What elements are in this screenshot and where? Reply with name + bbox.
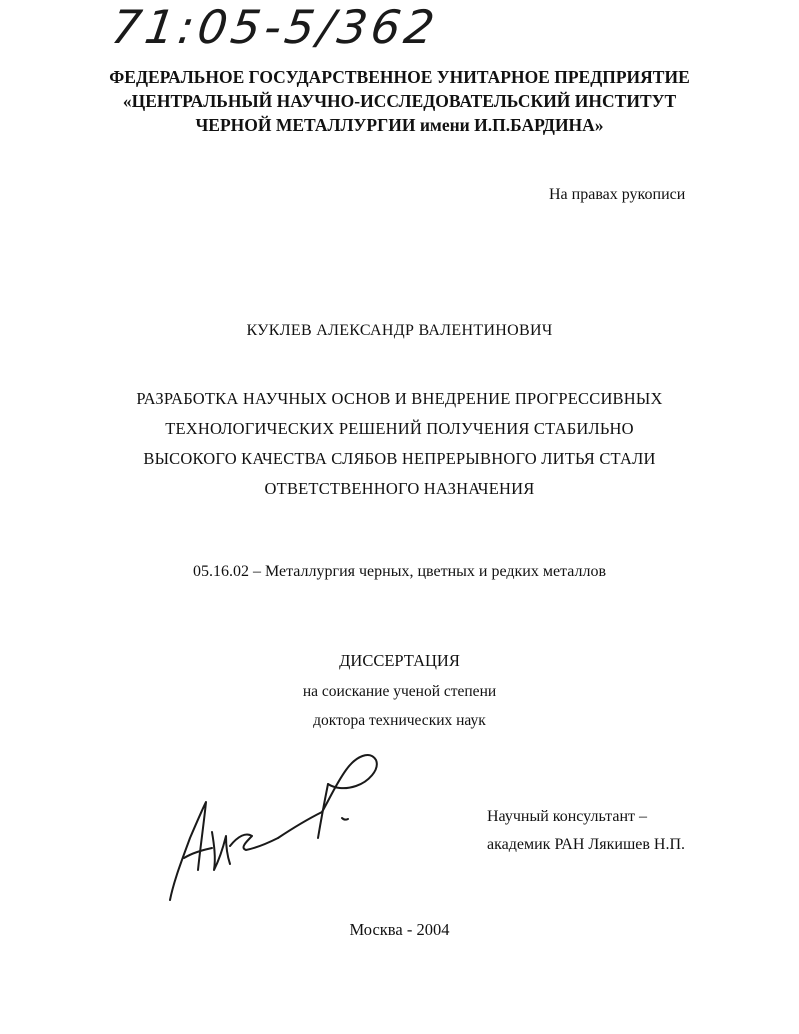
thesis-title [0, 384, 799, 504]
title-line-4: ОТВЕТСТВЕННОГО НАЗНАЧЕНИЯ [264, 479, 535, 498]
degree-line-1: на соискание ученой степени [302, 683, 497, 700]
author-name: КУКЛЕВ АЛЕКСАНДР ВАЛЕНТИНОВИЧ [246, 322, 553, 339]
dissertation-label: ДИССЕРТАЦИЯ [339, 651, 460, 670]
consultant-line-2: академик РАН Лякишев Н.П. [487, 836, 686, 853]
city-year: Москва - 2004 [349, 920, 450, 939]
specialty-code: 05.16.02 – Металлургия черных, цветных и редких металлов [193, 563, 606, 580]
organization-line-2: «ЦЕНТРАЛЬНЫЙ НАУЧНО-ИССЛЕДОВАТЕЛЬСКИЙ ИНСТИТУТ [122, 91, 677, 111]
organization-header [0, 65, 799, 137]
degree-line-2: доктора технических наук [313, 712, 486, 729]
archive-stamp: 71:05-5/362 [108, 0, 442, 54]
organization-line-3: ЧЕРНОЙ МЕТАЛЛУРГИИ имени И.П.БАРДИНА» [195, 115, 604, 135]
signature-handwritten [160, 740, 380, 910]
scientific-consultant [487, 803, 685, 859]
title-line-2: ТЕХНОЛОГИЧЕСКИХ РЕШЕНИЙ ПОЛУЧЕНИЯ СТАБИЛЬНО [165, 419, 634, 438]
title-line-1: РАЗРАБОТКА НАУЧНЫХ ОСНОВ И ВНЕДРЕНИЕ ПРОГРЕССИВНЫХ [136, 389, 663, 408]
organization-line-1: ФЕДЕРАЛЬНОЕ ГОСУДАРСТВЕННОЕ УНИТАРНОЕ ПРЕДПРИЯТИЕ [109, 67, 690, 87]
manuscript-note: На правах рукописи [549, 186, 686, 203]
consultant-line-1: Научный консультант – [487, 808, 647, 825]
title-line-3: ВЫСОКОГО КАЧЕСТВА СЛЯБОВ НЕПРЕРЫВНОГО ЛИТЬЯ СТАЛИ [143, 449, 656, 468]
